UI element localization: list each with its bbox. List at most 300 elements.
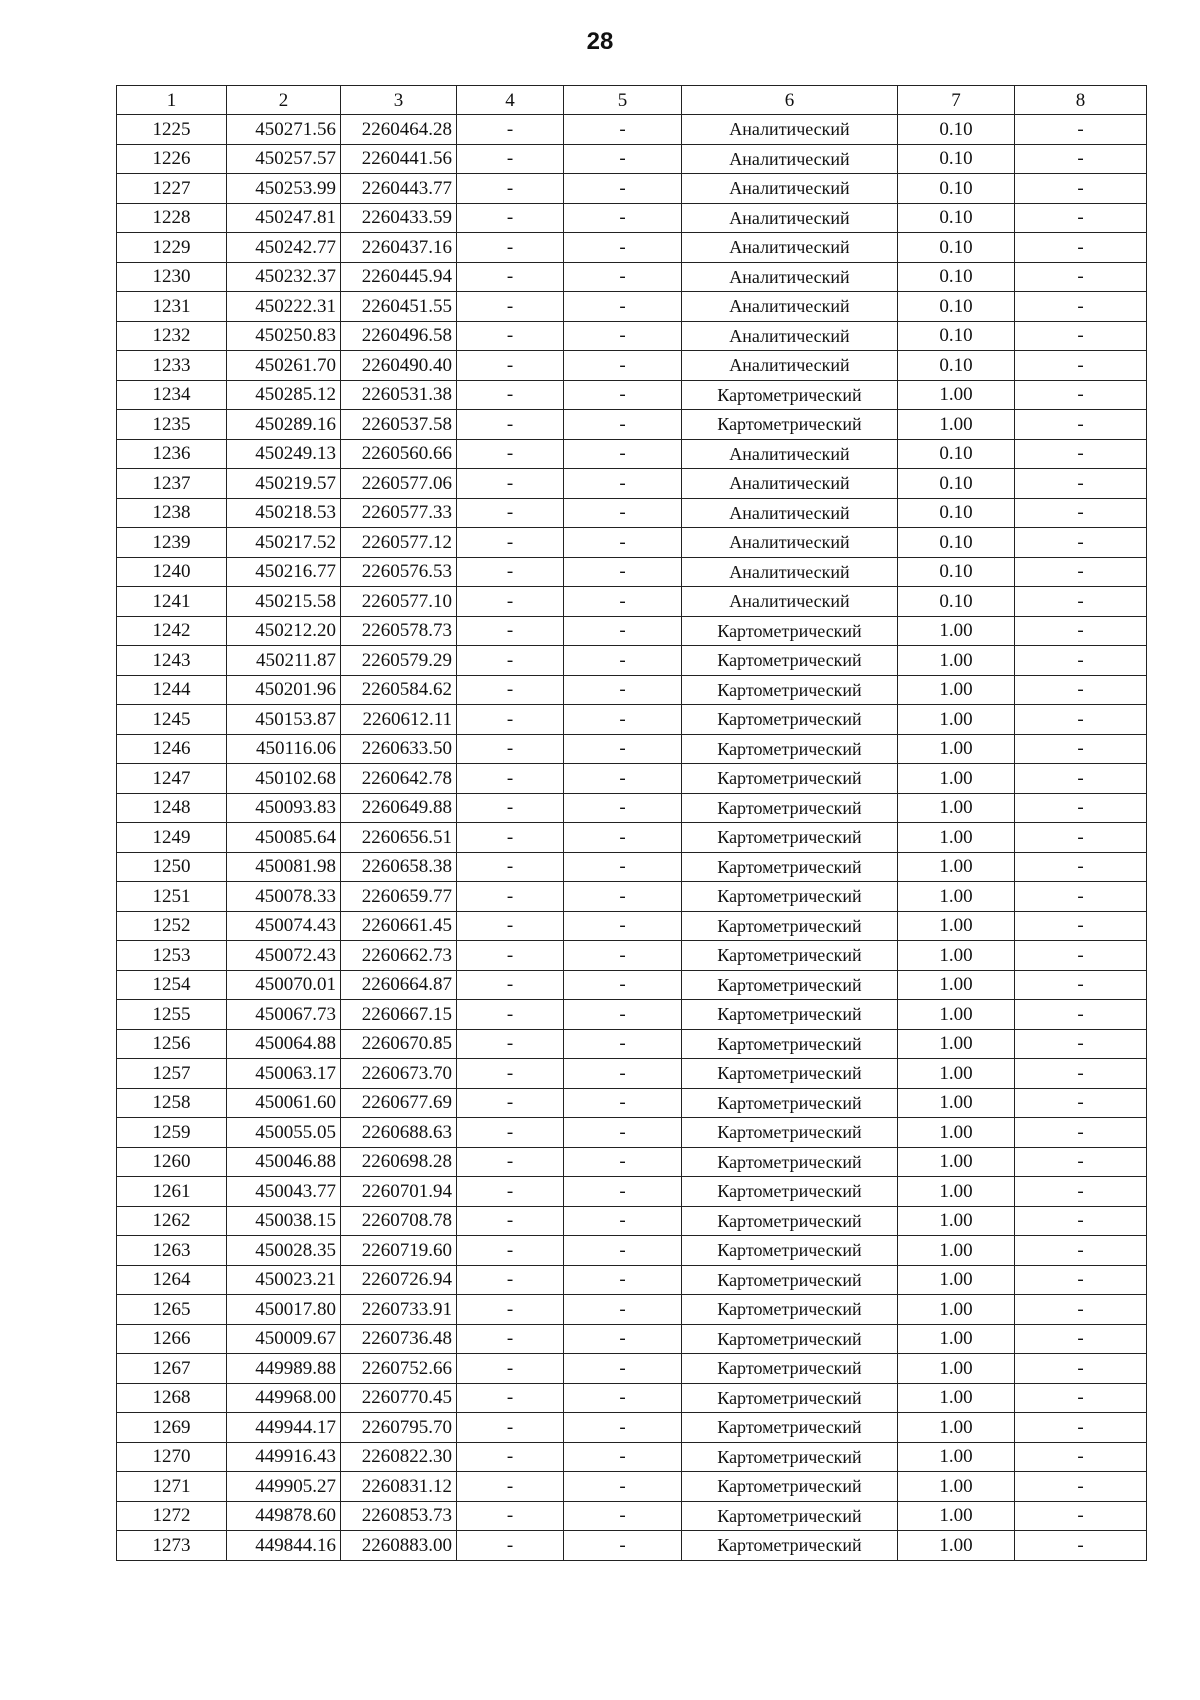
- cell-point-number: 1251: [117, 882, 227, 912]
- cell-method: Картометрический: [682, 1029, 898, 1059]
- cell-y-coordinate: 2260726.94: [341, 1265, 457, 1295]
- cell-y-coordinate: 2260752.66: [341, 1354, 457, 1384]
- cell-point-number: 1245: [117, 705, 227, 735]
- cell-y-coordinate: 2260822.30: [341, 1442, 457, 1472]
- cell-x-coordinate: 450028.35: [227, 1236, 341, 1266]
- cell-y-coordinate: 2260576.53: [341, 557, 457, 587]
- cell-method: Аналитический: [682, 144, 898, 174]
- cell-col-5: -: [564, 1147, 682, 1177]
- cell-x-coordinate: 450242.77: [227, 233, 341, 263]
- cell-method: Аналитический: [682, 557, 898, 587]
- cell-point-number: 1237: [117, 469, 227, 499]
- table-row: [117, 646, 1147, 676]
- cell-y-coordinate: 2260673.70: [341, 1059, 457, 1089]
- cell-accuracy: 1.00: [898, 705, 1015, 735]
- table-row: [117, 1442, 1147, 1472]
- cell-method: Картометрический: [682, 764, 898, 794]
- cell-accuracy: 0.10: [898, 439, 1015, 469]
- cell-method: Аналитический: [682, 115, 898, 145]
- cell-y-coordinate: 2260577.10: [341, 587, 457, 617]
- cell-method: Картометрический: [682, 1236, 898, 1266]
- cell-method: Картометрический: [682, 1383, 898, 1413]
- cell-point-number: 1253: [117, 941, 227, 971]
- table-row: [117, 1324, 1147, 1354]
- cell-method: Картометрический: [682, 1059, 898, 1089]
- cell-col-8: -: [1015, 1472, 1147, 1502]
- cell-method: Картометрический: [682, 1147, 898, 1177]
- cell-point-number: 1269: [117, 1413, 227, 1443]
- cell-point-number: 1228: [117, 203, 227, 233]
- cell-accuracy: 0.10: [898, 233, 1015, 263]
- cell-x-coordinate: 450046.88: [227, 1147, 341, 1177]
- table-row: [117, 587, 1147, 617]
- cell-accuracy: 0.10: [898, 557, 1015, 587]
- cell-method: Картометрический: [682, 1531, 898, 1561]
- cell-col-4: -: [457, 1059, 564, 1089]
- cell-col-5: -: [564, 823, 682, 853]
- cell-x-coordinate: 450153.87: [227, 705, 341, 735]
- table-row: [117, 970, 1147, 1000]
- cell-col-4: -: [457, 410, 564, 440]
- cell-col-8: -: [1015, 941, 1147, 971]
- cell-point-number: 1241: [117, 587, 227, 617]
- cell-col-5: -: [564, 587, 682, 617]
- cell-accuracy: 1.00: [898, 1383, 1015, 1413]
- table-row: [117, 764, 1147, 794]
- cell-col-4: -: [457, 557, 564, 587]
- header-cell-5: 5: [564, 86, 682, 115]
- cell-x-coordinate: 450212.20: [227, 616, 341, 646]
- cell-x-coordinate: 450285.12: [227, 380, 341, 410]
- table-row: [117, 675, 1147, 705]
- table-row: [117, 557, 1147, 587]
- cell-col-8: -: [1015, 380, 1147, 410]
- table-row: [117, 852, 1147, 882]
- cell-col-5: -: [564, 1206, 682, 1236]
- cell-accuracy: 0.10: [898, 174, 1015, 204]
- cell-y-coordinate: 2260642.78: [341, 764, 457, 794]
- cell-x-coordinate: 450253.99: [227, 174, 341, 204]
- cell-accuracy: 1.00: [898, 1324, 1015, 1354]
- cell-col-4: -: [457, 380, 564, 410]
- cell-col-8: -: [1015, 1177, 1147, 1207]
- cell-col-8: -: [1015, 1206, 1147, 1236]
- cell-y-coordinate: 2260441.56: [341, 144, 457, 174]
- cell-y-coordinate: 2260537.58: [341, 410, 457, 440]
- cell-col-4: -: [457, 616, 564, 646]
- header-cell-2: 2: [227, 86, 341, 115]
- cell-col-5: -: [564, 764, 682, 794]
- cell-method: Аналитический: [682, 528, 898, 558]
- cell-method: Картометрический: [682, 646, 898, 676]
- header-cell-6: 6: [682, 86, 898, 115]
- cell-point-number: 1232: [117, 321, 227, 351]
- cell-method: Картометрический: [682, 410, 898, 440]
- table-row: [117, 1413, 1147, 1443]
- cell-col-4: -: [457, 1354, 564, 1384]
- cell-x-coordinate: 450067.73: [227, 1000, 341, 1030]
- cell-col-5: -: [564, 557, 682, 587]
- cell-point-number: 1240: [117, 557, 227, 587]
- cell-y-coordinate: 2260658.38: [341, 852, 457, 882]
- cell-x-coordinate: 450063.17: [227, 1059, 341, 1089]
- cell-col-5: -: [564, 941, 682, 971]
- cell-point-number: 1238: [117, 498, 227, 528]
- cell-col-4: -: [457, 1000, 564, 1030]
- cell-x-coordinate: 450093.83: [227, 793, 341, 823]
- cell-accuracy: 1.00: [898, 1029, 1015, 1059]
- cell-col-8: -: [1015, 292, 1147, 322]
- cell-x-coordinate: 450219.57: [227, 469, 341, 499]
- cell-accuracy: 1.00: [898, 1413, 1015, 1443]
- cell-method: Картометрический: [682, 1472, 898, 1502]
- cell-y-coordinate: 2260688.63: [341, 1118, 457, 1148]
- table-row: [117, 1000, 1147, 1030]
- table-row: [117, 174, 1147, 204]
- cell-point-number: 1272: [117, 1501, 227, 1531]
- cell-y-coordinate: 2260656.51: [341, 823, 457, 853]
- table-row: [117, 115, 1147, 145]
- cell-method: Аналитический: [682, 498, 898, 528]
- cell-col-4: -: [457, 321, 564, 351]
- cell-x-coordinate: 450250.83: [227, 321, 341, 351]
- cell-col-8: -: [1015, 1088, 1147, 1118]
- table-row: [117, 823, 1147, 853]
- cell-point-number: 1234: [117, 380, 227, 410]
- cell-method: Картометрический: [682, 1501, 898, 1531]
- cell-accuracy: 0.10: [898, 321, 1015, 351]
- cell-col-8: -: [1015, 439, 1147, 469]
- cell-col-8: -: [1015, 1324, 1147, 1354]
- cell-point-number: 1267: [117, 1354, 227, 1384]
- cell-accuracy: 1.00: [898, 764, 1015, 794]
- cell-col-8: -: [1015, 469, 1147, 499]
- cell-x-coordinate: 449916.43: [227, 1442, 341, 1472]
- cell-col-4: -: [457, 144, 564, 174]
- table-row: [117, 380, 1147, 410]
- cell-col-4: -: [457, 1206, 564, 1236]
- cell-y-coordinate: 2260770.45: [341, 1383, 457, 1413]
- table-row: [117, 1147, 1147, 1177]
- cell-point-number: 1227: [117, 174, 227, 204]
- table-row: [117, 233, 1147, 263]
- cell-col-4: -: [457, 233, 564, 263]
- cell-method: Картометрический: [682, 1354, 898, 1384]
- cell-accuracy: 1.00: [898, 1118, 1015, 1148]
- cell-x-coordinate: 450085.64: [227, 823, 341, 853]
- cell-y-coordinate: 2260578.73: [341, 616, 457, 646]
- cell-col-8: -: [1015, 1147, 1147, 1177]
- cell-x-coordinate: 450218.53: [227, 498, 341, 528]
- cell-col-4: -: [457, 852, 564, 882]
- cell-y-coordinate: 2260649.88: [341, 793, 457, 823]
- cell-col-5: -: [564, 1029, 682, 1059]
- table-row: [117, 911, 1147, 941]
- cell-x-coordinate: 450043.77: [227, 1177, 341, 1207]
- cell-col-5: -: [564, 1354, 682, 1384]
- cell-col-4: -: [457, 115, 564, 145]
- cell-x-coordinate: 450257.57: [227, 144, 341, 174]
- cell-col-5: -: [564, 1088, 682, 1118]
- cell-col-8: -: [1015, 410, 1147, 440]
- cell-col-5: -: [564, 1324, 682, 1354]
- cell-point-number: 1262: [117, 1206, 227, 1236]
- cell-col-8: -: [1015, 616, 1147, 646]
- cell-accuracy: 0.10: [898, 203, 1015, 233]
- cell-point-number: 1257: [117, 1059, 227, 1089]
- cell-accuracy: 0.10: [898, 292, 1015, 322]
- cell-point-number: 1246: [117, 734, 227, 764]
- cell-col-8: -: [1015, 115, 1147, 145]
- cell-col-4: -: [457, 439, 564, 469]
- cell-method: Картометрический: [682, 1177, 898, 1207]
- cell-accuracy: 1.00: [898, 1206, 1015, 1236]
- cell-accuracy: 1.00: [898, 1531, 1015, 1561]
- cell-y-coordinate: 2260531.38: [341, 380, 457, 410]
- cell-y-coordinate: 2260633.50: [341, 734, 457, 764]
- cell-x-coordinate: 450232.37: [227, 262, 341, 292]
- cell-method: Картометрический: [682, 1118, 898, 1148]
- cell-x-coordinate: 450215.58: [227, 587, 341, 617]
- cell-col-4: -: [457, 1177, 564, 1207]
- cell-col-4: -: [457, 1147, 564, 1177]
- cell-method: Картометрический: [682, 380, 898, 410]
- cell-accuracy: 1.00: [898, 882, 1015, 912]
- cell-x-coordinate: 449989.88: [227, 1354, 341, 1384]
- cell-col-4: -: [457, 1413, 564, 1443]
- cell-accuracy: 1.00: [898, 1354, 1015, 1384]
- cell-col-5: -: [564, 174, 682, 204]
- cell-col-4: -: [457, 882, 564, 912]
- cell-accuracy: 1.00: [898, 852, 1015, 882]
- cell-accuracy: 1.00: [898, 675, 1015, 705]
- cell-point-number: 1249: [117, 823, 227, 853]
- cell-col-8: -: [1015, 498, 1147, 528]
- cell-col-5: -: [564, 439, 682, 469]
- cell-accuracy: 0.10: [898, 262, 1015, 292]
- cell-y-coordinate: 2260664.87: [341, 970, 457, 1000]
- cell-col-4: -: [457, 1029, 564, 1059]
- cell-x-coordinate: 450222.31: [227, 292, 341, 322]
- cell-y-coordinate: 2260443.77: [341, 174, 457, 204]
- cell-method: Аналитический: [682, 174, 898, 204]
- table-row: [117, 1265, 1147, 1295]
- cell-col-8: -: [1015, 970, 1147, 1000]
- table-row: [117, 262, 1147, 292]
- cell-method: Картометрический: [682, 793, 898, 823]
- cell-col-8: -: [1015, 675, 1147, 705]
- cell-x-coordinate: 450247.81: [227, 203, 341, 233]
- cell-point-number: 1259: [117, 1118, 227, 1148]
- cell-accuracy: 1.00: [898, 734, 1015, 764]
- cell-method: Картометрический: [682, 675, 898, 705]
- cell-x-coordinate: 450023.21: [227, 1265, 341, 1295]
- cell-point-number: 1265: [117, 1295, 227, 1325]
- header-cell-7: 7: [898, 86, 1015, 115]
- cell-col-4: -: [457, 174, 564, 204]
- cell-accuracy: 1.00: [898, 1177, 1015, 1207]
- cell-x-coordinate: 450038.15: [227, 1206, 341, 1236]
- cell-method: Картометрический: [682, 1413, 898, 1443]
- cell-col-5: -: [564, 351, 682, 381]
- cell-col-8: -: [1015, 1000, 1147, 1030]
- cell-x-coordinate: 449944.17: [227, 1413, 341, 1443]
- cell-y-coordinate: 2260662.73: [341, 941, 457, 971]
- cell-col-4: -: [457, 823, 564, 853]
- cell-method: Картометрический: [682, 852, 898, 882]
- cell-col-8: -: [1015, 764, 1147, 794]
- cell-method: Картометрический: [682, 1000, 898, 1030]
- cell-col-8: -: [1015, 1029, 1147, 1059]
- table-row: [117, 1383, 1147, 1413]
- table-row: [117, 203, 1147, 233]
- table-row: [117, 941, 1147, 971]
- cell-x-coordinate: 450289.16: [227, 410, 341, 440]
- cell-y-coordinate: 2260677.69: [341, 1088, 457, 1118]
- cell-point-number: 1271: [117, 1472, 227, 1502]
- cell-col-8: -: [1015, 911, 1147, 941]
- cell-method: Картометрический: [682, 1265, 898, 1295]
- cell-point-number: 1239: [117, 528, 227, 558]
- cell-method: Аналитический: [682, 233, 898, 263]
- cell-col-8: -: [1015, 1059, 1147, 1089]
- cell-col-8: -: [1015, 557, 1147, 587]
- cell-col-5: -: [564, 1501, 682, 1531]
- table-row: [117, 1206, 1147, 1236]
- cell-point-number: 1264: [117, 1265, 227, 1295]
- cell-y-coordinate: 2260577.33: [341, 498, 457, 528]
- cell-accuracy: 1.00: [898, 410, 1015, 440]
- cell-x-coordinate: 449844.16: [227, 1531, 341, 1561]
- cell-col-4: -: [457, 1088, 564, 1118]
- cell-col-4: -: [457, 764, 564, 794]
- cell-y-coordinate: 2260661.45: [341, 911, 457, 941]
- cell-col-4: -: [457, 587, 564, 617]
- table-row: [117, 498, 1147, 528]
- table-row: [117, 1295, 1147, 1325]
- cell-point-number: 1226: [117, 144, 227, 174]
- cell-x-coordinate: 449968.00: [227, 1383, 341, 1413]
- cell-col-4: -: [457, 1501, 564, 1531]
- cell-accuracy: 1.00: [898, 823, 1015, 853]
- cell-col-8: -: [1015, 351, 1147, 381]
- cell-accuracy: 1.00: [898, 1000, 1015, 1030]
- cell-x-coordinate: 450081.98: [227, 852, 341, 882]
- table-row: [117, 1531, 1147, 1561]
- cell-y-coordinate: 2260736.48: [341, 1324, 457, 1354]
- cell-method: Аналитический: [682, 203, 898, 233]
- cell-method: Картометрический: [682, 1206, 898, 1236]
- cell-accuracy: 0.10: [898, 528, 1015, 558]
- cell-col-8: -: [1015, 1236, 1147, 1266]
- cell-col-5: -: [564, 882, 682, 912]
- table-row: [117, 292, 1147, 322]
- cell-col-5: -: [564, 734, 682, 764]
- cell-col-5: -: [564, 1295, 682, 1325]
- cell-col-4: -: [457, 469, 564, 499]
- cell-col-8: -: [1015, 646, 1147, 676]
- cell-point-number: 1258: [117, 1088, 227, 1118]
- cell-col-8: -: [1015, 203, 1147, 233]
- cell-accuracy: 1.00: [898, 646, 1015, 676]
- cell-col-8: -: [1015, 1413, 1147, 1443]
- cell-y-coordinate: 2260670.85: [341, 1029, 457, 1059]
- cell-col-4: -: [457, 1442, 564, 1472]
- cell-col-8: -: [1015, 528, 1147, 558]
- cell-col-5: -: [564, 1413, 682, 1443]
- table-row: [117, 1088, 1147, 1118]
- cell-y-coordinate: 2260496.58: [341, 321, 457, 351]
- cell-x-coordinate: 450216.77: [227, 557, 341, 587]
- cell-col-4: -: [457, 646, 564, 676]
- cell-accuracy: 0.10: [898, 587, 1015, 617]
- cell-x-coordinate: 450061.60: [227, 1088, 341, 1118]
- cell-col-8: -: [1015, 587, 1147, 617]
- cell-x-coordinate: 450261.70: [227, 351, 341, 381]
- cell-y-coordinate: 2260584.62: [341, 675, 457, 705]
- cell-col-4: -: [457, 262, 564, 292]
- cell-col-5: -: [564, 233, 682, 263]
- page-number: 28: [586, 28, 614, 55]
- cell-x-coordinate: 450017.80: [227, 1295, 341, 1325]
- cell-col-8: -: [1015, 1354, 1147, 1384]
- cell-accuracy: 1.00: [898, 1236, 1015, 1266]
- table-row: [117, 1501, 1147, 1531]
- cell-y-coordinate: 2260659.77: [341, 882, 457, 912]
- cell-col-5: -: [564, 1118, 682, 1148]
- cell-x-coordinate: 450009.67: [227, 1324, 341, 1354]
- cell-x-coordinate: 449878.60: [227, 1501, 341, 1531]
- table-row: [117, 882, 1147, 912]
- cell-point-number: 1273: [117, 1531, 227, 1561]
- cell-method: Аналитический: [682, 351, 898, 381]
- cell-col-8: -: [1015, 882, 1147, 912]
- table-row: [117, 1059, 1147, 1089]
- cell-col-5: -: [564, 1236, 682, 1266]
- cell-point-number: 1248: [117, 793, 227, 823]
- cell-col-5: -: [564, 380, 682, 410]
- cell-x-coordinate: 450078.33: [227, 882, 341, 912]
- cell-col-8: -: [1015, 1383, 1147, 1413]
- cell-col-5: -: [564, 292, 682, 322]
- cell-accuracy: 1.00: [898, 970, 1015, 1000]
- cell-col-4: -: [457, 1236, 564, 1266]
- header-cell-3: 3: [341, 86, 457, 115]
- cell-col-4: -: [457, 351, 564, 381]
- table-row: [117, 528, 1147, 558]
- cell-col-5: -: [564, 144, 682, 174]
- cell-col-5: -: [564, 498, 682, 528]
- cell-y-coordinate: 2260445.94: [341, 262, 457, 292]
- cell-method: Аналитический: [682, 292, 898, 322]
- cell-y-coordinate: 2260560.66: [341, 439, 457, 469]
- cell-accuracy: 0.10: [898, 351, 1015, 381]
- table-row: [117, 469, 1147, 499]
- table-row: [117, 734, 1147, 764]
- cell-col-8: -: [1015, 823, 1147, 853]
- cell-point-number: 1256: [117, 1029, 227, 1059]
- cell-point-number: 1270: [117, 1442, 227, 1472]
- cell-point-number: 1235: [117, 410, 227, 440]
- cell-point-number: 1243: [117, 646, 227, 676]
- cell-accuracy: 0.10: [898, 469, 1015, 499]
- cell-point-number: 1247: [117, 764, 227, 794]
- cell-x-coordinate: 450064.88: [227, 1029, 341, 1059]
- cell-method: Картометрический: [682, 970, 898, 1000]
- table-row: [117, 321, 1147, 351]
- cell-point-number: 1236: [117, 439, 227, 469]
- cell-y-coordinate: 2260701.94: [341, 1177, 457, 1207]
